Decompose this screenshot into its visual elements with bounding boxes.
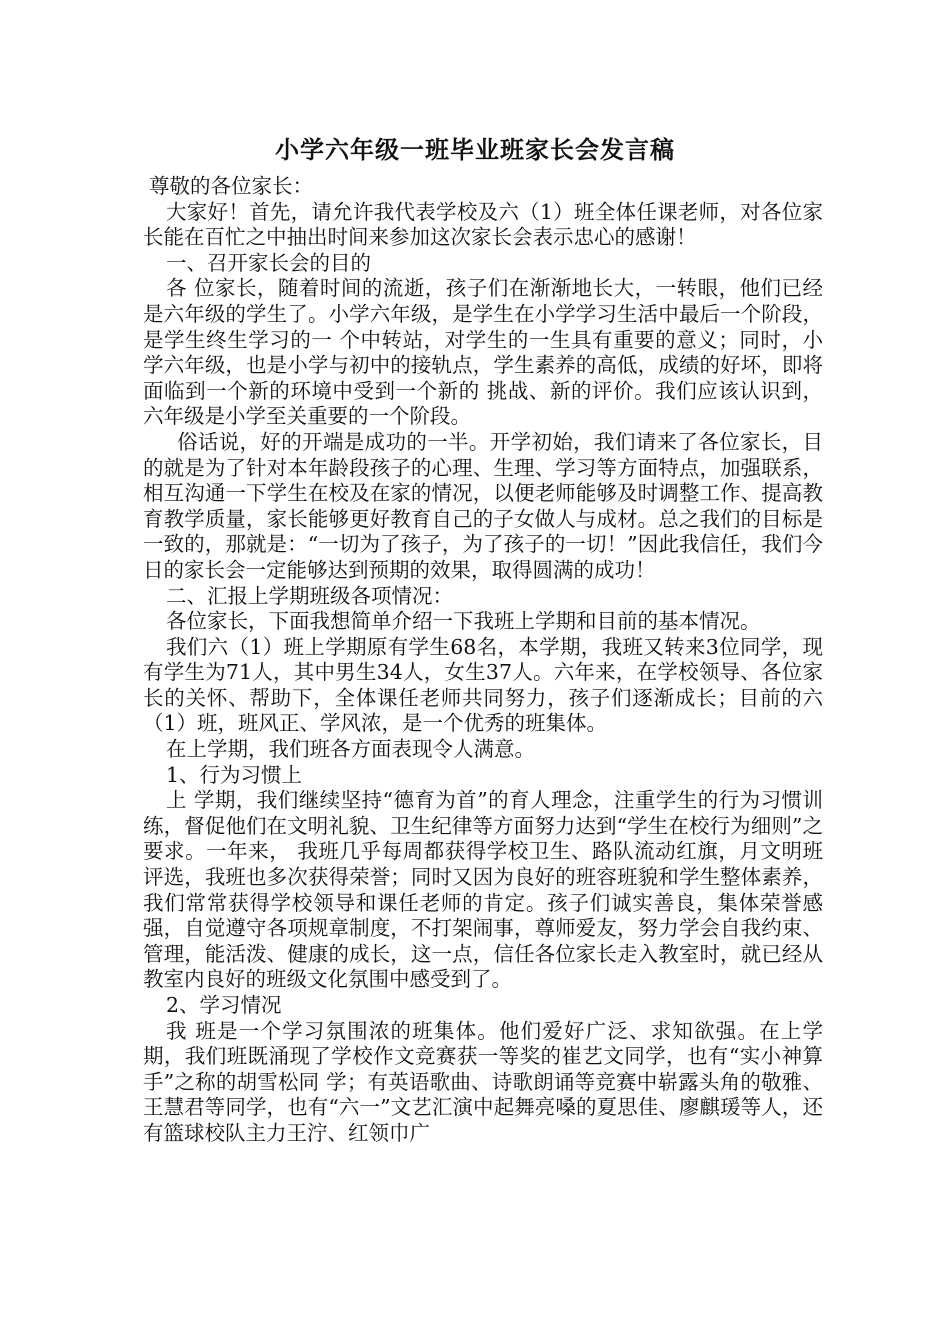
section-heading-2: 二、汇报上学期班级各项情况： [166, 583, 453, 608]
paragraph-purpose: 各 位家长，随着时间的流逝，孩子们在渐渐地长大，一转眼，他们已经是六年级的学生了。小学六年级，是学生在小学学习生活中最后一个阶段，是学生终生学习的一 个中转站，对学生的一生具有重要的意义；同时，小学六年级，也是小学与初中的接轨点，学生素养的高低，成绩的好坏，即将面临到一个新的环境中受到一个新的 挑战、新的评价。我们应该认识到，六年级是小学至关重要的一个阶段。 [143, 276, 823, 429]
paragraph-introduction: 各位家长，下面我想简单介绍一下我班上学期和目前的基本情况。 [166, 609, 761, 634]
subheading-behavior: 1、行为习惯上 [166, 762, 303, 787]
paragraph-class-status: 我们六（1）班上学期原有学生68名，本学期，我班又转来3位同学，现有学生为71人，其中男生34人，女生37人。六年来，在学校领导、各位家长的关怀、帮助下，全体课任老师共同努力，孩子们逐渐成长；目前的六（1）班，班风正、学风浓，是一个优秀的班集体。 [143, 634, 823, 736]
subheading-study: 2、学习情况 [166, 993, 282, 1017]
paragraph-performance: 在上学期，我们班各方面表现令人满意。 [166, 737, 535, 762]
section-heading-1: 一、召开家长会的目的 [166, 250, 371, 275]
document-body [143, 174, 823, 1147]
paragraph-beginning: 俗话说，好的开端是成功的一半。开学初始，我们请来了各位家长，目的就是为了针对本年龄段孩子的心理、生理、学习等方面特点，加强联系，相互沟通一下学生在校及在家的情况，以便老师能够及时调整工作、提高教育教学质量，家长能够更好教育自己的子女做人与成材。总之我们的目标是一致的，那就是：“一切为了孩子，为了孩子的一切！”因此我信任，我们今日的家长会一定能够达到预期的效果，取得圆满的成功！ [143, 429, 823, 582]
paragraph-greeting: 大家好！首先，请允许我代表学校及六（1）班全体任课老师，对各位家长能在百忙之中抽出时间来参加这次家长会表示忠心的感谢！ [143, 199, 823, 250]
salutation: 尊敬的各位家长： [149, 174, 313, 198]
paragraph-study: 我 班是一个学习氛围浓的班集体。他们爱好广泛、求知欲强。在上学期，我们班既涌现了学校作文竞赛获一等奖的崔艺文同学，也有“实小神算手”之称的胡雪松同 学；有英语歌曲、诗歌朗诵等竞赛中崭露头角的敬雅、王慧君等同学，也有“六一”文艺汇演中起舞亮嗓的夏思佳、廖麒瑗等人，还有篮球校队主力王泞、红领巾广 [143, 1018, 823, 1145]
page-title: 小学六年级一班毕业班家长会发言稿 [275, 135, 675, 164]
paragraph-behavior: 上 学期，我们继续坚持“德育为首”的育人理念，注重学生的行为习惯训练，督促他们在文明礼貌、卫生纪律等方面努力达到“学生在校行为细则”之要求。一年来， 我班几乎每周都获得学校卫生、路队流动红旗，月文明班评选，我班也多次获得荣誉；同时又因为良好的班容班貌和学生整体素养，我们常常获得学校领导和课任老师的肯定。孩子们诚实善良，集体荣誉感强，自觉遵守各项规章制度，不打架闹事，尊师爱友，努力学会自我约束、管理，能活泼、健康的成长，这一点，信任各位家长走入教室时，就已经从教室内良好的班级文化氛围中感受到了。 [143, 788, 823, 992]
